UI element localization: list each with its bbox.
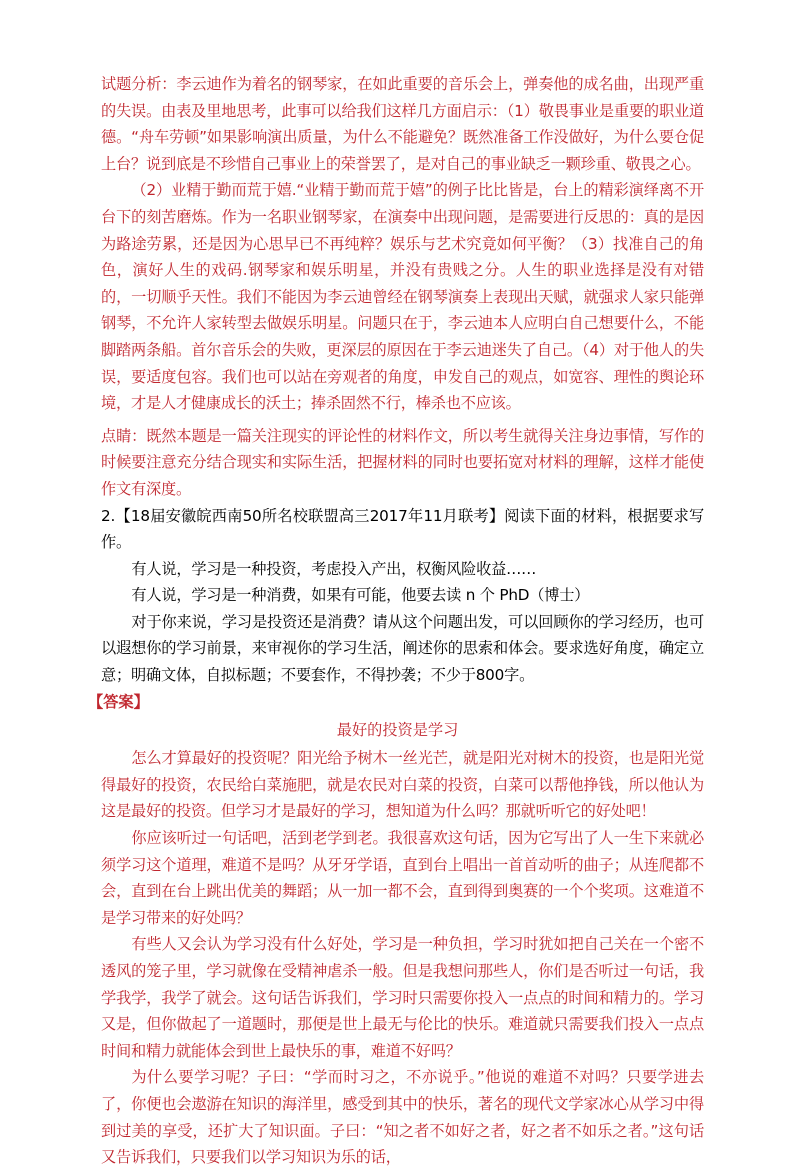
essay-title: 最好的投资是学习	[336, 721, 459, 740]
analysis-paragraph-1: 试题分析：李云迪作为着名的钢琴家，在如此重要的音乐会上，弹奏他的成名曲，出现严重的失误。由表及里地思考，此事可以给我们这样几方面启示：（1）敬畏事业是重要的职业道德。“舟车劳顿”如果影响演出质量，为什么不能避免？既然准备工作没做好，为什么要仓促上台？说到底是不珍惜自己事业上的荣誉罢了，是对自己的事业缺乏一颗珍重、敬畏之心。	[101, 75, 704, 173]
essay-paragraph-4: 为什么要学习呢？子曰：“学而时习之，不亦说乎。”他说的难道不对吗？只要学进去了，你便也会遨游在知识的海洋里，感受到其中的快乐，著名的现代文学家冰心从学习中得到过美的享受，还扩大了知识面。子曰：“知之者不如好之者，好之者不如乐之者。”这句话又告诉我们，只要我们以学习知识为乐的话，	[101, 1068, 704, 1167]
analysis-paragraph-2: （2）业精于勤而荒于嬉.“业精于勤而荒于嬉”的例子比比皆是，台上的精彩演绎离不开台下的刻苦磨炼。作为一名职业钢琴家，在演奏中出现问题，是需要进行反思的：真的是因为路途劳累，还是因为心思早已不再纯粹？娱乐与艺术究竟如何平衡？（3）找准自己的角色，演好人生的戏码.钢琴家和娱乐明星，并没有贵贱之分。人生的职业选择是没有对错的，一切顺乎天性。我们不能因为李云迪曾经在钢琴演奏上表现出天赋，就强求人家只能弹钢琴，不允许人家转型去做娱乐明星。问题只在于，李云迪本人应明白自己想要什么，不能脚踏两条船。首尔音乐会的失败，更深层的原因在于李云迪迷失了自己。（4）对于他人的失误，要适度包容。我们也可以站在旁观者的角度，申发自己的观点，如宽容、理性的舆论环境，才是人才健康成长的沃土；捧杀固然不行，棒杀也不应该。	[101, 181, 704, 413]
answer-label: 【答案】	[88, 692, 149, 711]
question-number: 2.	[101, 506, 116, 525]
commentary-paragraph: 点睛：既然本题是一篇关注现实的评论性的材料作文，所以考生就得关注身边事情，写作的时候要注意充分结合现实和实际生活，把握材料的同时也要拓宽对材料的理解，这样才能使作文有深度。	[101, 426, 704, 498]
essay-paragraph-1: 怎么才算最好的投资呢？阳光给予树木一丝光芒，就是阳光对树木的投资，也是阳光觉得最好的投资，农民给白菜施肥，就是农民对白菜的投资，白菜可以帮他挣钱，所以他认为这是最好的投资。但学习才是最好的学习，想知道为什么吗？那就听听它的好处吧！	[101, 749, 704, 821]
essay-paragraph-3: 有些人又会认为学习没有什么好处，学习是一种负担，学习时犹如把自己关在一个密不透风的笼子里，学习就像在受精神虐杀一般。但是我想问那些人，你们是否听过一句话，我学我学，我学了就会。这句话告诉我们，学习时只需要你投入一点点的时间和精力的。学习又是，但你做起了一道题时，那便是世上最无与伦比的快乐。难道就只需要我们投入一点点时间和精力就能体会到世上最快乐的事，难道不好吗？	[101, 935, 704, 1060]
question-instruction: 阅读下面的材料，根据要求写作。	[101, 506, 704, 552]
writing-requirements: 对于你来说，学习是投资还是消费？请从这个问题出发，可以回顾你的学习经历，也可以遐想你的学习前景，来审视你的学习生活，阐述你的思索和体会。要求选好角度，确定立意；明确文体，自拟标题；不要套作，不得抄袭；不少于800字。	[101, 612, 704, 685]
material-line-1: 有人说，学习是一种投资，考虑投入产出，权衡风险收益……	[131, 559, 537, 578]
essay-paragraph-2: 你应该听过一句话吧，活到老学到老。我很喜欢这句话，因为它写出了人一生下来就必须学习这个道理，难道不是吗？从牙牙学语，直到台上唱出一首首动听的曲子；从连爬都不会，直到在台上跳出优美的舞蹈；从一加一都不会，直到得到奥赛的一个个奖项。这难道不是学习带来的好处吗？	[101, 829, 704, 927]
question-header	[101, 503, 704, 556]
question-source: 【18届安徽皖西南50所名校联盟高三2017年11月联考】	[115, 506, 505, 525]
material-line-2: 有人说，学习是一种消费，如果有可能，他要去读 n 个 PhD（博士）	[131, 586, 590, 605]
